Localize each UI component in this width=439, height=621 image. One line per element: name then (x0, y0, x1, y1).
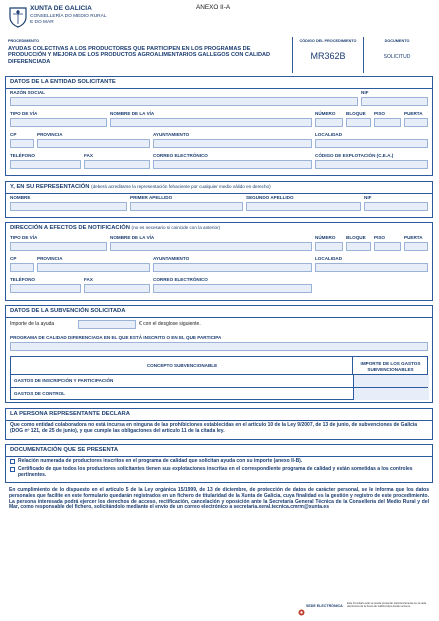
row-label: GASTOS DE INSCRIPCIÓN Y PARTICIPACIÓN (14, 378, 114, 383)
doc-checkbox-1[interactable] (10, 459, 15, 464)
rep-segundo-apellido-label: SEGUNDO APELLIDO (246, 195, 294, 200)
not-bloque-field[interactable] (346, 242, 371, 251)
localidad-label: LOCALIDAD (315, 132, 343, 137)
ayuntamiento-label: AYUNTAMIENTO (153, 132, 190, 137)
not-tipo-via-label: TIPO DE VÍA (10, 235, 38, 240)
rep-primer-apellido-field[interactable] (130, 202, 243, 211)
not-piso-label: PISO (374, 235, 385, 240)
piso-label: PISO (374, 111, 385, 116)
xunta-logo (6, 4, 30, 28)
representation-title: Y, EN SU REPRESENTACIÓN (10, 184, 90, 190)
codigo-explotacion-label: CÓDIGO DE EXPLOTACIÓN (C.E.A.) (315, 153, 394, 158)
rep-nombre-field[interactable] (10, 202, 127, 211)
table-row (11, 388, 428, 400)
not-provincia-label: PROVINCIA (37, 256, 63, 261)
not-ayuntamiento-label: AYUNTAMIENTO (153, 256, 190, 261)
entity-section (5, 76, 433, 176)
not-correo-label: CORREO ELECTRÓNICO (153, 277, 208, 282)
not-puerta-field[interactable] (404, 242, 428, 251)
importe-label: Importe de la ayuda (10, 321, 55, 327)
representation-section-title (10, 185, 271, 191)
not-telefono-label: TELÉFONO (10, 277, 36, 282)
importe-suffix: € con el desglose siguiente. (139, 321, 201, 327)
numero-label: NÚMERO (315, 111, 336, 116)
not-fax-label: FAX (84, 277, 93, 282)
nif-label: NIF (361, 90, 369, 95)
piso-field[interactable] (374, 118, 401, 127)
rep-nombre-label: NOMBRE (10, 195, 31, 200)
procedure-title: AYUDAS COLECTIVAS A LOS PRODUCTORES QUE PARTICIPEN EN LOS PROGRAMAS DE PRODUCCIÓN Y MEJORA DE LOS PRODUCTOS AGROALIMENTARIOS GALLEGOS CON CALIDAD DIFERENCIADA (8, 46, 271, 65)
bloque-label: BLOQUE (346, 111, 366, 116)
puerta-field[interactable] (404, 118, 428, 127)
org-name: XUNTA DE GALICIA (30, 5, 92, 12)
puerta-label: PUERTA (404, 111, 423, 116)
nif-field[interactable] (361, 97, 428, 106)
doc-item-1: Relación numerada de productores inscritos en el programa de calidad que solicitan ayuda con su importe (anexo II-B). (18, 458, 303, 464)
not-bloque-label: BLOQUE (346, 235, 366, 240)
org-department: CONSELLERÍA DO MEDIO RURAL (30, 14, 107, 19)
nombre-via-field[interactable] (110, 118, 312, 127)
notification-section-title (10, 226, 220, 232)
telefono-field[interactable] (10, 160, 81, 169)
concept-header: CONCEPTO SUBVENCIONABLE (146, 363, 218, 368)
document-label: DOCUMENTO (384, 39, 410, 43)
rep-segundo-apellido-field[interactable] (246, 202, 361, 211)
cp-field[interactable] (10, 139, 34, 148)
not-nombre-via-label: NOMBRE DE LA VÍA (110, 235, 155, 240)
correo-label: CORREO ELECTRÓNICO (153, 153, 208, 158)
notification-note: (no es necesario si coincide con la anterior) (131, 225, 221, 230)
razon-social-label: RAZÓN SOCIAL (10, 90, 45, 95)
amount-header: IMPORTE DE LOS GASTOS SUBVENCIONABLES (360, 361, 421, 372)
procedure-block (5, 37, 433, 73)
coat-of-arms-icon (6, 4, 30, 28)
tipo-via-field[interactable] (10, 118, 107, 127)
not-ayuntamiento-field[interactable] (153, 263, 312, 272)
not-fax-field[interactable] (84, 284, 150, 293)
not-telefono-field[interactable] (10, 284, 81, 293)
rep-nif-field[interactable] (364, 202, 428, 211)
code-label: CÓDIGO DEL PROCEDIMIENTO (299, 39, 357, 43)
representation-section (5, 181, 433, 218)
not-cp-label: CP (10, 256, 17, 261)
declaration-title: LA PERSONA REPRESENTANTE DECLARA (10, 411, 130, 417)
codigo-explotacion-field[interactable] (315, 160, 428, 169)
not-tipo-via-field[interactable] (10, 242, 107, 251)
not-numero-label: NÚMERO (315, 235, 336, 240)
ayuntamiento-field[interactable] (153, 139, 312, 148)
table-row (11, 375, 428, 388)
sede-label: SEDE ELECTRÓNICA (306, 604, 343, 608)
row-amount-field[interactable] (353, 375, 429, 387)
provincia-field[interactable] (37, 139, 150, 148)
rep-primer-apellido-label: PRIMER APELLIDO (130, 195, 173, 200)
representation-note: (deberá acreditarse la representación fehaciente por cualquier medio válido en derecho) (91, 184, 271, 189)
privacy-notice: En cumplimiento de lo dispuesto en el artículo 5 de la Ley orgánica 15/1999, de 13 de diciembre, de protección de datos de carácter personal, se le informa que los datos personales que facilite en este formulario quedarán registrados en un fichero de titularidad de la Xunta de Galicia, cuya finalidad es la gestión y registro de este procedimiento. La persona interesada podrá ejercer los derechos de acceso, rectificación, cancelación y oposición ante la Secretaría General Técnica de la Consellería del Medio Rural y del Mar, como responsable del fichero, solicitándolo mediante el envío de un correo electrónico a secretaria.xeral.tecnica.cmrm@xunta.es (9, 487, 429, 511)
not-localidad-field[interactable] (315, 263, 428, 272)
org-department-2: E DO MAR (30, 20, 54, 25)
subsidy-section (5, 305, 433, 403)
declaration-text: Que como entidad colaboradora no está incursa en ninguna de las prohibiciones establecidas en el artículo 10 de la Ley 9/2007, de 13 de junio, de subvenciones de Galicia (DOG nº 121, de 25 de junio), y que cumple las obligaciones del artículo 11 de la citada ley. (10, 422, 418, 434)
declaration-section (5, 408, 433, 440)
procedure-label: PROCEDIMENTO (8, 39, 39, 43)
sede-logo (298, 603, 305, 610)
programa-field[interactable] (10, 342, 428, 351)
sede-note: Este formulario sólo se puede presentar electrónicamente en la sede electrónica de la Xunta de Galicia https://sede.xunta.es (347, 602, 427, 609)
not-correo-field[interactable] (153, 284, 312, 293)
not-puerta-label: PUERTA (404, 235, 423, 240)
document-type: SOLICITUD (383, 54, 411, 60)
cp-label: CP (10, 132, 17, 137)
doc-checkbox-2[interactable] (10, 467, 15, 472)
subsidy-section-title: DATOS DE LA SUBVENCIÓN SOLICITADA (10, 308, 126, 314)
programa-label: PROGRAMA DE CALIDAD DIFERENCIADA EN EL QUE ESTÁ INSCRITO O EN EL QUE PARTICIPA (10, 335, 222, 340)
annex-label: ANEXO II-A (196, 4, 231, 11)
row-amount-field[interactable] (353, 388, 429, 400)
row-label: GASTOS DE CONTROL (14, 391, 65, 396)
rep-nif-label: NIF (364, 195, 372, 200)
not-piso-field[interactable] (374, 242, 401, 251)
correo-field[interactable] (153, 160, 312, 169)
entity-section-title: DATOS DE LA ENTIDAD SOLICITANTE (10, 79, 116, 85)
provincia-label: PROVINCIA (37, 132, 63, 137)
procedure-code: MR362B (310, 51, 346, 61)
documentation-title: DOCUMENTACIÓN QUE SE PRESENTA (10, 447, 119, 453)
fax-field[interactable] (84, 160, 150, 169)
razon-social-field[interactable] (10, 97, 358, 106)
numero-field[interactable] (315, 118, 343, 127)
not-provincia-field[interactable] (37, 263, 150, 272)
not-cp-field[interactable] (10, 263, 34, 272)
notification-title: DIRECCIÓN A EFECTOS DE NOTIFICACIÓN (10, 225, 130, 231)
localidad-field[interactable] (315, 139, 428, 148)
not-numero-field[interactable] (315, 242, 343, 251)
nombre-via-label: NOMBRE DE LA VÍA (110, 111, 155, 116)
notification-section (5, 222, 433, 301)
not-localidad-label: LOCALIDAD (315, 256, 343, 261)
subsidy-table (10, 356, 428, 400)
fax-label: FAX (84, 153, 93, 158)
not-nombre-via-field[interactable] (110, 242, 312, 251)
bloque-field[interactable] (346, 118, 371, 127)
telefono-label: TELÉFONO (10, 153, 36, 158)
doc-item-2: Certificado de que todos los productores solicitantes tienen sus explotaciones inscritas en el correspondiente programa de calidad y están sometidas a los controles pertinentes. (18, 466, 413, 478)
tipo-via-label: TIPO DE VÍA (10, 111, 38, 116)
documentation-section (5, 444, 433, 483)
importe-field[interactable] (78, 320, 136, 329)
